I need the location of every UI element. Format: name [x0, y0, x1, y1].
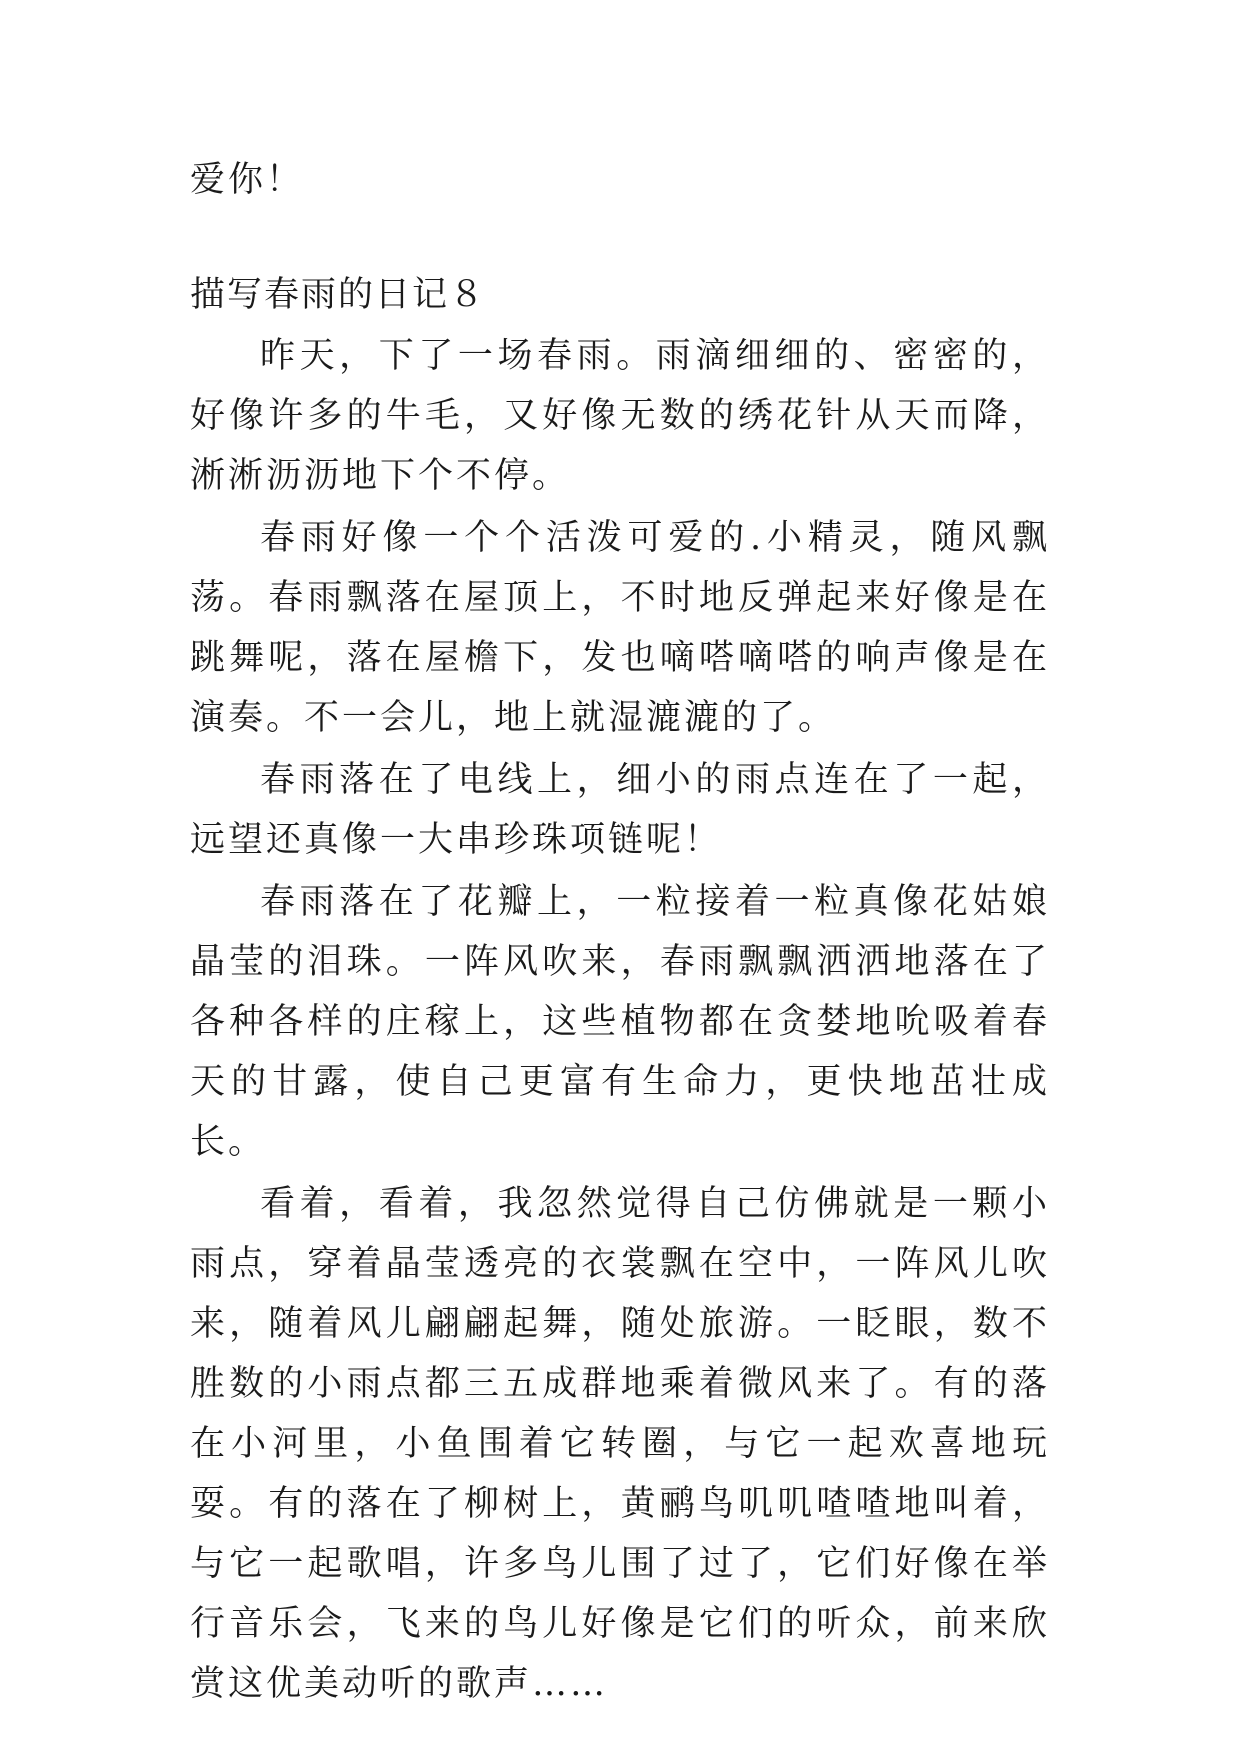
diary-title: 描写春雨的日记８	[190, 275, 487, 315]
diary-body	[190, 326, 1050, 1716]
paragraph: 春雨好像一个个活泼可爱的.小精灵，随风飘荡。春雨飘落在屋顶上，不时地反弹起来好像是在跳舞呢，落在屋檐下，发也嘀嗒嘀嗒的响声像是在演奏。不一会儿，地上就湿漉漉的了。	[190, 518, 1050, 738]
paragraph: 春雨落在了花瓣上，一粒接着一粒真像花姑娘晶莹的泪珠。一阵风吹来，春雨飘飘洒洒地落在了各种各样的庄稼上，这些植物都在贪婪地吮吸着春天的甘露，使自己更富有生命力，更快地茁壮成长。	[190, 882, 1050, 1162]
paragraph: 昨天，下了一场春雨。雨滴细细的、密密的，好像许多的牛毛，又好像无数的绣花针从天而降，淅淅沥沥地下个不停。	[190, 336, 1050, 496]
paragraph: 看着，看着，我忽然觉得自己仿佛就是一颗小雨点，穿着晶莹透亮的衣裳飘在空中，一阵风儿吹来，随着风儿翩翩起舞，随处旅游。一眨眼，数不胜数的小雨点都三五成群地乘着微风来了。有的落在小河里，小鱼围着它转圈，与它一起欢喜地玩耍。有的落在了柳树上，黄鹂鸟叽叽喳喳地叫着，与它一起歌唱，许多鸟儿围了过了，它们好像在举行音乐会，飞来的鸟儿好像是它们的听众，前来欣赏这优美动听的歌声……	[190, 1184, 1050, 1704]
paragraph: 春雨落在了电线上，细小的雨点连在了一起，远望还真像一大串珍珠项链呢！	[190, 760, 1050, 860]
closing-line: 爱你！	[190, 160, 305, 200]
